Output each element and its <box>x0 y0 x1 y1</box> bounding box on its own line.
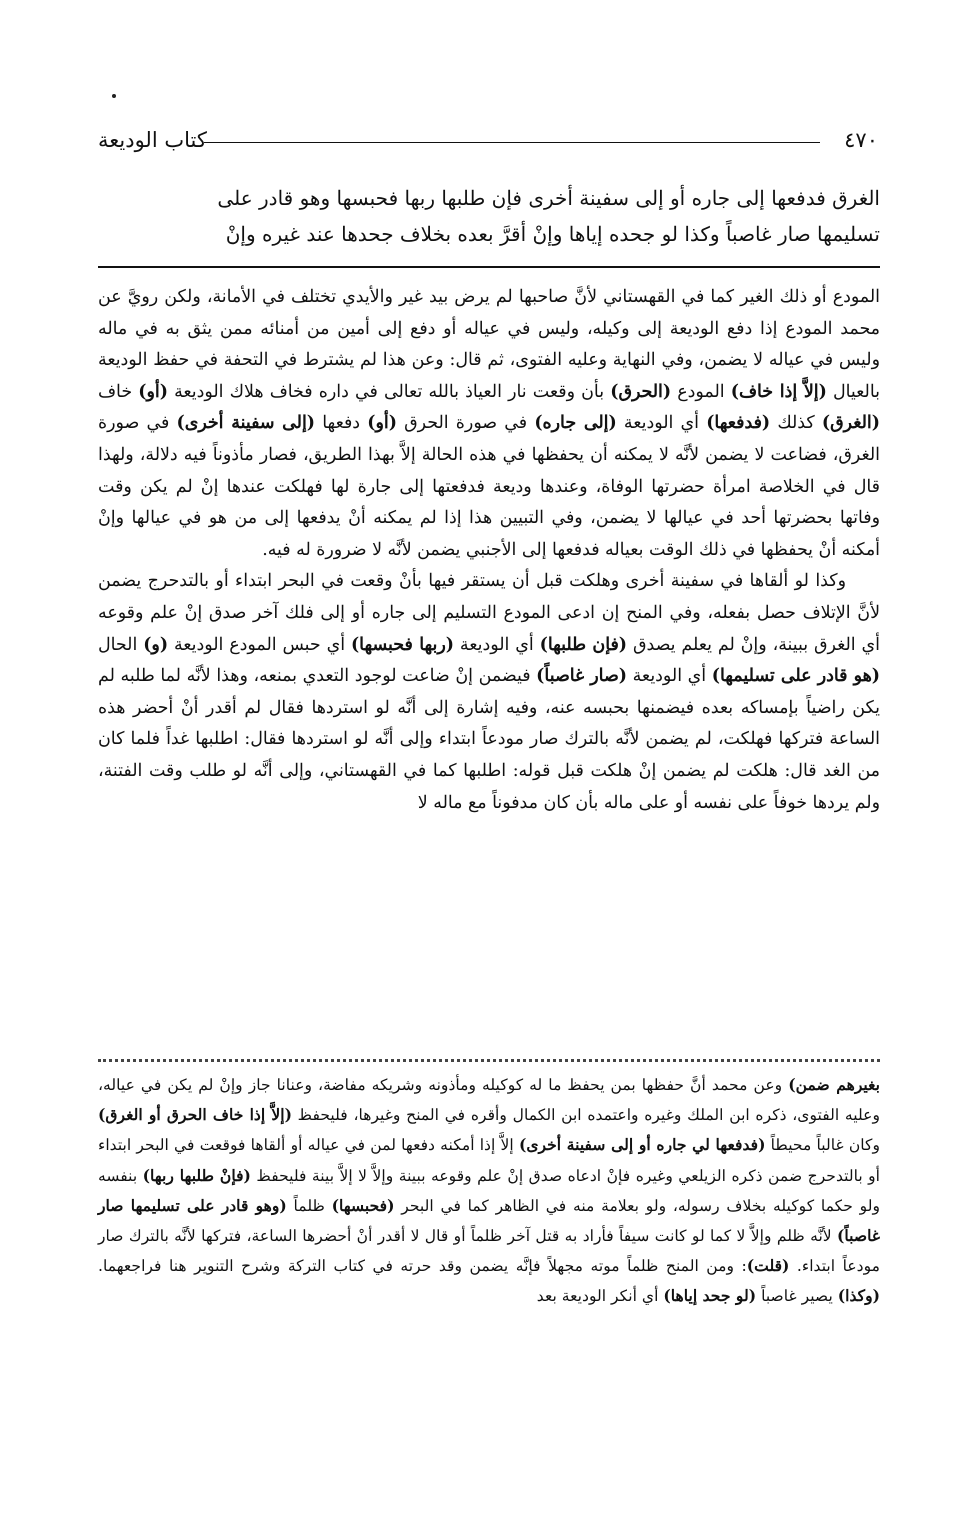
page-number: ٤٧٠ <box>844 128 878 152</box>
bold-quotation: (فدفعها لي جاره أو إلى سفينة أخرى) <box>518 1135 766 1155</box>
stray-dot-mark <box>112 94 116 98</box>
bold-quotation: (أو) <box>138 381 168 402</box>
main-text-separator <box>98 266 880 268</box>
bold-quotation: (إلى سفينة أخرى) <box>176 413 316 434</box>
text-run: خاف <box>98 381 139 402</box>
bold-quotation: (فإنْ طلبها ربها) <box>142 1165 251 1185</box>
text-run: إلاَّ إذا أمكنه دفعها لمن في عياله أو ألقاها فوقعت في البحر ابتداء أو بالتدحرج ضمن ذكره الزيلعي وغيره فإنْ ادعاه صدق إنْ علم وقوعه ببينة وإلاَّ لا إلاَّ بينة فليحفظ <box>98 1136 880 1185</box>
bold-quotation: (لو جحد إياها) <box>663 1286 757 1306</box>
text-run: لأنَّه ظلم وإلاَّ لا كما لو كانت سيفاً فأراد به قتل آخر ظلماً أو قال لا أقدر أنْ أحضرها الساعة، فتركها لأنَّه بالترك صار مودعاً ابتداء. <box>98 1227 880 1276</box>
text-run: في صورة الغرق، فضاعت لا يضمن لأنَّه لا يمكنه أن يحفظها في هذه الحالة إلاَّ بهذا الطريق، فصار مأذوناً فيه دلالة، ولهذا قال في الخلاصة امرأة حضرتها الوفاة، وعندها وديعة فدفعتها إلى جارة لها فهلكت عندها إنْ لم يكن وقت وفاتها بحضرتها أحد في عيالها لا يضمن، وفي التبيين هذا إذا لم يمكنه أنْ يدفعها إلى من هو في عيالها وإنْ أمكنه أنْ يحفظها في ذلك الوقت بعياله فدفعها إلى الأجنبي يضمن لأنَّه لا ضرورة له فيه. <box>98 413 880 560</box>
commentary-paragraph <box>98 282 880 566</box>
footnote-paragraph <box>98 1070 880 1312</box>
text-run: أي الوديعة <box>626 666 712 687</box>
text-run: وكذا لو ألقاها في سفينة أخرى وهلكت قبل أن يستقر فيها بأنْ وقعت في البحر ابتداء أو بالتدحرج يضمن لأنَّ الإتلاف حصل بفعله، وفي المنح إن ادعى المودع التسليم إلى جاره أو إلى فلك آخر صدق إنْ علم وقوعه أي الغرق ببينة، وإنْ لم يعلم يصدق <box>98 571 880 655</box>
main-text-line: تسليمها صار غاصباً وكذا لو جحده إياها وإنْ أقرَّ بعده بخلاف جحدها عند غيره وإنْ <box>225 222 880 246</box>
book-title: كتاب الوديعة <box>98 128 207 152</box>
text-run: بأن وقعت نار العياذ بالله تعالى في داره فخاف هلاك الوديعة <box>167 381 611 402</box>
text-run: دفعها <box>315 413 368 434</box>
bold-quotation: (إلاَّ إذا خاف) <box>730 381 827 402</box>
bold-quotation: (أو) <box>367 413 397 434</box>
running-header <box>98 125 878 159</box>
text-run: بنفسه ولو حكما كوكيله بخلاف رسوله، ولو بعلامة منه في الظاهر كما في البحر <box>98 1166 880 1215</box>
text-run: وكان غالباً محيطاً <box>765 1136 880 1155</box>
bold-quotation: (وكذا) <box>837 1286 880 1306</box>
bold-quotation: بغيرهم ضمن) <box>788 1075 880 1094</box>
bold-quotation: (و) <box>143 634 169 655</box>
bold-quotation: (فحبسها) <box>331 1195 395 1215</box>
text-run: في صورة الحرق <box>396 413 535 434</box>
commentary <box>98 282 880 819</box>
bold-quotation: (وهو قادر على تسليمها صار غاصباً) <box>98 1195 880 1246</box>
text-run: : ومن المنح ظلماً موته مجهلاً فإنَّه يضمن وقد حرته في كتاب التركة وشرح التنوير هنا فراجعهما. <box>98 1257 747 1276</box>
commentary-paragraph <box>98 566 880 819</box>
bold-quotation: (فإن طلبها) <box>539 634 628 655</box>
text-run: المودع أو ذلك الغير كما في القهستاني لأنَّ صاحبها لم يرض بيد غير والأيدي تختلف في الأمانة، ولكن رويَّ عن محمد المودع إذا دفع الوديعة إلى وكيله، وليس في عياله أو دفع إلى أمين من أمنائه ممن يثق به في ماله وليس في عياله لا يضمن، وفي النهاية وعليه الفتوى، ثم قال: وعن هذا لم يشترط في التحفة في حفظ الوديعة بالعيال <box>98 287 880 402</box>
text-run: أي أنكر الوديعة بعد <box>536 1287 664 1306</box>
bold-quotation: (صار غاصباً) <box>536 666 627 687</box>
footnotes <box>98 1070 880 1312</box>
text-run: المودع <box>671 381 731 402</box>
bold-quotation: (الحرق) <box>610 381 672 402</box>
text-run: أي الوديعة <box>616 413 707 434</box>
bold-quotation: (هو قادر على تسليمها) <box>711 666 880 687</box>
text-run: أي الوديعة <box>454 634 540 655</box>
main-text <box>98 180 880 252</box>
bold-quotation: (قلت) <box>746 1256 790 1276</box>
bold-quotation: (إلى جاره) <box>534 413 617 434</box>
text-run: يصير غاصباً <box>756 1287 838 1306</box>
text-run: ظلماً <box>286 1196 332 1215</box>
header-rule <box>204 142 820 143</box>
bold-quotation: (فدفعها) <box>706 413 771 434</box>
bold-quotation: (إلاَّ إذا خاف الحرق أو الغرق) <box>98 1105 292 1125</box>
text-run: كذلك <box>770 413 822 434</box>
text-run: وعن محمد أنَّ حفظها بمن يحفظ ما له كوكيله ومأذونه وشريكه مفاضة، وعنانا جاز وإنْ لم يكن في عياله، وعليه الفتوى، ذكره ابن الملك وغيره واعتمده ابن الكمال وأقره في المنح وغيرها، فليحفظ <box>98 1076 880 1125</box>
bold-quotation: (الغرق) <box>821 413 880 434</box>
bold-quotation: (ربها فحبسها) <box>350 634 454 655</box>
text-run: أي حبس المودع الوديعة <box>168 634 351 655</box>
text-run: فيضمن إنْ ضاعت لوجود التعدي بمنعه، وهذا لأنَّه لما طلبه لم يكن راضياً بإمساكه بعده فيضمنها بحبسه عنه، وفيه إشارة إلى أنَّه لو استردها فقال لم أقدر أنْ أحضر هذه الساعة فتركها فهلكت، لم يضمن لأنَّه بالترك صار مودعاً ابتداء وإلى أنَّه لو استردها فقال: اطلبها غداً فلما كان من الغد قال: هلكت لم يضمن إنْ هلكت قبل قوله: اطلبها كما في القهستاني، وإلى أنَّه لو طلب وقت الفتنة، ولم يردها خوفاً على نفسه أو على ماله بأن كان مدفوناً مع ماله لا <box>98 666 880 813</box>
main-text-line: الغرق فدفعها إلى جاره أو إلى سفينة أخرى فإن طلبها ربها فحبسها وهو قادر على <box>217 186 880 210</box>
text-run: الحال <box>98 634 144 655</box>
footnote-separator <box>98 1059 880 1062</box>
